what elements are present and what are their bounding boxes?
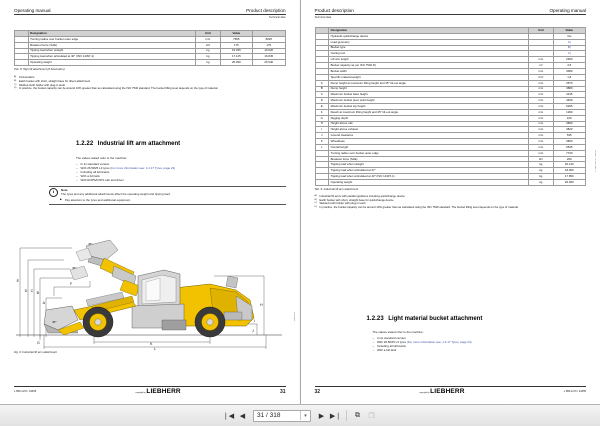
cross-reference-link[interactable]: (For more information see: 1.2.17 Tyres, page 24) xyxy=(110,166,176,171)
cell-designation: Operating weight xyxy=(329,180,529,186)
cell-designation: Bucket type xyxy=(329,45,529,51)
footnote-text: Earth bucket with short, straight base for quickchange device xyxy=(319,198,394,202)
cell-unit: mm xyxy=(529,109,553,115)
cell-designation: Turning radius over bucket outer edge xyxy=(329,150,529,156)
cell-designation: Wheelbase xyxy=(329,139,529,145)
cell-designation: Reach at maximum lifting height and 45° tilt-out angle xyxy=(329,109,529,115)
cell-value-1: 175 xyxy=(220,42,252,48)
cell-unit: mm xyxy=(529,57,553,63)
th-value: Value xyxy=(553,28,585,34)
cell-designation: Maximum bucket base height xyxy=(329,92,529,98)
cross-reference-link[interactable]: (For more information see: 1.2.17 Tyres, page 24) xyxy=(406,340,472,345)
liebherr-logo xyxy=(419,389,464,396)
cell-unit: t/m³ xyxy=(529,74,553,80)
logo-wordmark: LIEBHERR xyxy=(430,387,465,395)
cell-unit: kg xyxy=(529,168,553,174)
cell-designation: Height above exhaust xyxy=(329,127,529,133)
cell-designation: Tipping load when articulated at 37° xyxy=(329,168,529,174)
cell-unit: mm xyxy=(529,150,553,156)
page-header-left xyxy=(14,8,286,19)
cell-value-2: 175 xyxy=(253,42,285,48)
footnote-marker: D) xyxy=(14,87,17,90)
bullet-text: With 26,5R25 L3 tyres xyxy=(377,340,407,345)
cell-unit: mm xyxy=(529,98,553,104)
cell-value-2: 16.845 xyxy=(253,54,285,60)
header-divider xyxy=(14,14,286,15)
high-lift-table xyxy=(14,30,286,66)
header-left-title: Product description xyxy=(314,8,354,13)
cell-key: L xyxy=(315,144,329,150)
cell-unit: mm xyxy=(529,68,553,74)
info-icon: i xyxy=(49,188,58,197)
table-caption: Tab. 8: High lift attachment (Z kinematics) xyxy=(14,68,65,72)
cell-value: 4145 xyxy=(553,92,585,98)
side-doc-code: L 580-1170 / 34455 xyxy=(595,150,597,172)
dim-label-E: E xyxy=(16,279,20,283)
dim-label-L: L xyxy=(154,347,156,351)
cell-value-1: 7805 xyxy=(220,36,252,42)
copy-icon[interactable]: ⧉ xyxy=(355,411,360,419)
cell-value: 535 xyxy=(553,133,585,139)
section-heading xyxy=(367,316,587,322)
bullet-text: Including all lubricants xyxy=(80,170,110,175)
cell-designation: Ground clearance xyxy=(329,133,529,139)
loader-body xyxy=(44,270,254,337)
bullet-text: Including all lubricants xyxy=(377,344,406,349)
cell-designation: Specific material weight xyxy=(329,74,529,80)
cell-unit: mm xyxy=(529,115,553,121)
header-right-title: Operating manual xyxy=(549,8,586,13)
cell-designation: Bucket width xyxy=(329,68,529,74)
section-body xyxy=(373,330,587,352)
cell-designation: Maximum bucket top height xyxy=(329,104,529,110)
cell-value: 2900 xyxy=(553,57,585,63)
cell-value: 200 xyxy=(553,156,585,162)
cell-key: J xyxy=(315,133,329,139)
cell-value: 17.850 xyxy=(553,174,585,180)
page-right[interactable] xyxy=(301,0,600,405)
cell-value: 18.000 xyxy=(553,168,585,174)
figure-lift-arm xyxy=(14,236,286,356)
cell-designation: Maximum bucket pivot point height xyxy=(329,98,529,104)
section-title: Light material bucket attachment xyxy=(388,316,483,322)
cell-designation: Load geometry xyxy=(329,39,529,45)
cell-value: 20.210 xyxy=(553,162,585,168)
loader-drawing xyxy=(14,236,286,351)
cell-value: B) xyxy=(553,45,585,51)
figure-caption: Fig. 6: Industrial lift arm attachment xyxy=(14,350,57,354)
high-lift-table-wrap xyxy=(14,30,286,91)
section-heading xyxy=(76,141,286,147)
cell-value: 4,5 xyxy=(553,63,585,69)
dim-label-H: H xyxy=(260,303,263,307)
header-subtitle: Technical data xyxy=(314,15,332,19)
industrial-lift-table xyxy=(315,27,587,186)
section-block-1223 xyxy=(315,316,587,352)
angle-label-2: 45° xyxy=(72,266,77,270)
cell-designation: Tipping load when straight xyxy=(329,162,529,168)
chevron-down-icon[interactable]: ▾ xyxy=(300,411,310,420)
cell-designation: Bucket capacity as per ISO 7546 D) xyxy=(329,63,529,69)
cell-value: 3800 xyxy=(553,139,585,145)
dim-label-G: G xyxy=(37,341,40,345)
section-number: 1.2.23 xyxy=(366,316,384,322)
cell-designation: Tipping load when straight xyxy=(28,48,196,54)
logo-copyright-text: copyright by xyxy=(135,391,146,394)
section-number: 1.2.22 xyxy=(76,141,94,147)
cell-designation: Cutting tool xyxy=(329,51,529,57)
note-box xyxy=(49,186,286,204)
cell-unit: mm xyxy=(529,104,553,110)
footnote-marker: C) xyxy=(314,202,317,205)
dim-label-D: D xyxy=(24,289,28,293)
cell-designation: Operating weight xyxy=(28,60,196,66)
page-number-box[interactable] xyxy=(253,410,311,422)
industrial-lift-table-wrap xyxy=(315,27,587,210)
cell-designation: Dump height at maximum lifting height and 45° tilt-out angle xyxy=(329,80,529,86)
cell-designation: Breakout force (SAE) xyxy=(28,42,196,48)
angle-label-3: 45° xyxy=(52,320,57,324)
section-lead: The values stated refer to the machine: xyxy=(372,330,424,334)
cell-designation: Hydraulic quickchange device xyxy=(329,33,529,39)
cell-designation: Overall length xyxy=(329,144,529,150)
page-left[interactable] xyxy=(0,0,301,405)
list-item xyxy=(76,178,286,182)
bullet-text: With a full tank xyxy=(80,174,100,179)
footnote-text: In practice, the bucket capacity can be around 10% greater than as calculated using the ISO 7546 standard, The bucket filling level depends on the type of material. xyxy=(319,205,519,209)
footnote-text: Z kinematics xyxy=(18,76,35,80)
list-item xyxy=(373,348,587,352)
cell-unit: mm xyxy=(529,80,553,86)
footnote-marker: D) xyxy=(314,205,317,208)
cell-value: 3890 xyxy=(553,121,585,127)
cell-key: K xyxy=(315,139,329,145)
first-page-button[interactable]: ❘◀ xyxy=(222,412,235,420)
cell-unit: mm xyxy=(529,121,553,127)
cell-value: 6265 xyxy=(553,104,585,110)
liebherr-logo xyxy=(135,389,180,396)
footnote-list xyxy=(315,195,587,210)
cell-value: 1,8 xyxy=(553,74,585,80)
footer-page-number: 32 xyxy=(314,388,321,395)
footer-doc-code: L 580-1170 / 34455 xyxy=(563,390,586,394)
cell-key: I xyxy=(315,127,329,133)
note-text: The tyres and any additional attachments affect the operating weight and tipping load. xyxy=(61,191,171,196)
logo-wordmark: LIEBHERR xyxy=(146,387,181,395)
page-footer-right xyxy=(315,386,587,395)
section-body xyxy=(76,156,286,182)
footnote-text: Industrial lift arms with parallel guidance including quickchange device xyxy=(319,195,405,199)
cell-unit: kg xyxy=(529,162,553,168)
dim-label-I: I xyxy=(254,319,255,323)
cell-unit: mm xyxy=(529,144,553,150)
cell-unit: kN xyxy=(529,156,553,162)
dim-label-F: F xyxy=(70,282,73,286)
footnote-text: Welded tooth holder with plug-in teeth xyxy=(319,202,366,206)
section-title: Industrial lift arm attachment xyxy=(97,141,181,147)
page-footer-left xyxy=(14,386,286,395)
cell-value: 4490 xyxy=(553,98,585,104)
note-action: ▶ Pay attention to the tyres and additional equipment. xyxy=(61,198,286,202)
cell-value: 3820 xyxy=(553,127,585,133)
table-caption: Tab. 9: Industrial lift arm attachment xyxy=(314,188,359,192)
cell-unit: kg xyxy=(196,60,220,66)
table-body xyxy=(15,36,286,65)
bullet-text: With 26,5R25 L3 tyres xyxy=(80,166,111,171)
cell-key xyxy=(315,180,329,186)
dim-label-C: C xyxy=(30,289,34,293)
dim-label-B: B xyxy=(36,291,40,295)
cell-key: C xyxy=(315,92,329,98)
footnote-marker: C) xyxy=(14,83,17,86)
dim-label-J: J xyxy=(252,329,254,333)
cell-key: G xyxy=(315,115,329,121)
table-row xyxy=(15,60,286,66)
angle-label-1: 45° xyxy=(88,242,93,246)
spec-bullet-list xyxy=(373,336,587,352)
section-lead: The values stated refer to the machine: xyxy=(76,156,127,160)
cell-key: D xyxy=(315,98,329,104)
cell-value-1: 19.335 xyxy=(220,48,252,54)
cell-value-2: 8025 xyxy=(253,36,285,42)
header-right-title: Product description xyxy=(246,8,286,13)
footnote-text: Earth bucket with short, straight base for direct attachment. xyxy=(18,79,91,83)
th-designation: Designation xyxy=(329,28,529,34)
next-page-button[interactable]: ▶ xyxy=(318,412,325,420)
cell-unit: kN xyxy=(196,42,220,48)
cell-designation: Height above cab xyxy=(329,121,529,127)
previous-page-button[interactable]: ◀ xyxy=(239,412,246,420)
cell-value-1: 17.125 xyxy=(220,54,252,60)
table-body xyxy=(315,33,586,185)
cell-designation: Tipping load when articulated at 40° (ISO 14397-1) xyxy=(329,174,529,180)
bullet-text: With ROPS/FOPS cab and driver xyxy=(80,178,124,183)
cell-unit: mm xyxy=(529,139,553,145)
header-divider xyxy=(315,14,587,15)
cell-value: 9545 xyxy=(553,144,585,150)
footnote-marker: A) xyxy=(314,195,317,198)
cell-unit: mm xyxy=(529,127,553,133)
cell-unit: kg xyxy=(196,54,220,60)
footnote xyxy=(14,87,286,91)
cell-value-1: 25.390 xyxy=(220,60,252,66)
dim-label-A: A xyxy=(42,301,46,305)
cell-unit: mm xyxy=(196,36,220,42)
footer-doc-code: L 580-1170 / 34455 xyxy=(14,390,37,394)
cell-unit: mm xyxy=(529,133,553,139)
footnote-marker: A) xyxy=(14,76,17,79)
cell-value: 3080 xyxy=(553,68,585,74)
note-title: Note xyxy=(61,188,68,193)
cell-key: F xyxy=(315,109,329,115)
bullet-text: In its standard version xyxy=(377,336,406,340)
footnote-marker: B) xyxy=(14,79,17,82)
cell-key: H xyxy=(315,121,329,127)
bullet-text: In its standard version xyxy=(80,162,110,166)
cell-value: 100 xyxy=(553,115,585,121)
page-header-right xyxy=(315,8,587,19)
cell-value: 3880 xyxy=(553,86,585,92)
section-block-1222 xyxy=(14,141,286,204)
header-subtitle: Technical data xyxy=(268,15,286,19)
cell-unit: m³ xyxy=(529,63,553,69)
cell-value: 26.060 xyxy=(553,180,585,186)
page-number-input[interactable] xyxy=(254,411,300,420)
footnote-text: Welded tooth holder with plug-in teeth xyxy=(18,83,66,87)
dim-label-K: K xyxy=(150,342,153,346)
cell-value: Yes xyxy=(553,33,585,39)
footnote-marker: B) xyxy=(314,198,317,201)
cell-key xyxy=(15,60,29,66)
spec-bullet-list xyxy=(76,162,286,182)
cell-key: A xyxy=(315,80,329,86)
cell-key: B xyxy=(315,86,329,92)
cell-key: E xyxy=(315,104,329,110)
bullet-text: With a full tank xyxy=(377,348,397,353)
cell-unit: kg xyxy=(529,174,553,180)
cell-designation: Lift arm length xyxy=(329,57,529,63)
cell-designation: Tipping load when articulated at 40° (ISO 14397-1) xyxy=(28,54,196,60)
cell-value: 3570 xyxy=(553,80,585,86)
cell-value: C) xyxy=(553,51,585,57)
th-value-1: Value xyxy=(220,31,252,37)
cell-designation: Turning radius over bucket outer edge xyxy=(28,36,196,42)
cell-unit: kg xyxy=(529,180,553,186)
cell-value: 7730 xyxy=(553,150,585,156)
logo-copyright-text: copyright by xyxy=(419,391,430,394)
cell-unit: mm xyxy=(529,92,553,98)
cell-unit: mm xyxy=(529,86,553,92)
cell-value: 1290 xyxy=(553,109,585,115)
th-unit: Unit xyxy=(196,31,220,37)
header-left-title: Operating manual xyxy=(14,8,51,13)
lift-arm-raised xyxy=(100,258,140,296)
th-unit: Unit xyxy=(529,28,553,34)
cell-designation: Breakout force (SAE) xyxy=(329,156,529,162)
pdf-toolbar[interactable] xyxy=(0,404,600,426)
footer-page-number: 31 xyxy=(279,388,286,395)
cell-value-2: 19.020 xyxy=(253,48,285,54)
cell-value: A) xyxy=(553,39,585,45)
th-designation: Designation xyxy=(28,31,196,37)
paste-icon: ❐ xyxy=(368,412,375,420)
cell-designation: Dump height xyxy=(329,86,529,92)
drawing-code: LWL/2014 xyxy=(293,312,296,321)
footnote-text: In practice, the bucket capacity can be around 10% greater than as calculated using the ISO 7546 standard, The bucket filling level depends on the type of material. xyxy=(18,87,219,91)
cell-unit: kg xyxy=(196,48,220,54)
table-row xyxy=(315,180,586,186)
last-page-button[interactable]: ▶❘ xyxy=(329,412,342,420)
footnote xyxy=(315,206,587,210)
footnote-list xyxy=(14,76,286,91)
cell-designation: Digging depth xyxy=(329,115,529,121)
toolbar-separator xyxy=(346,410,347,421)
cell-value-2: 25.540 xyxy=(253,60,285,66)
